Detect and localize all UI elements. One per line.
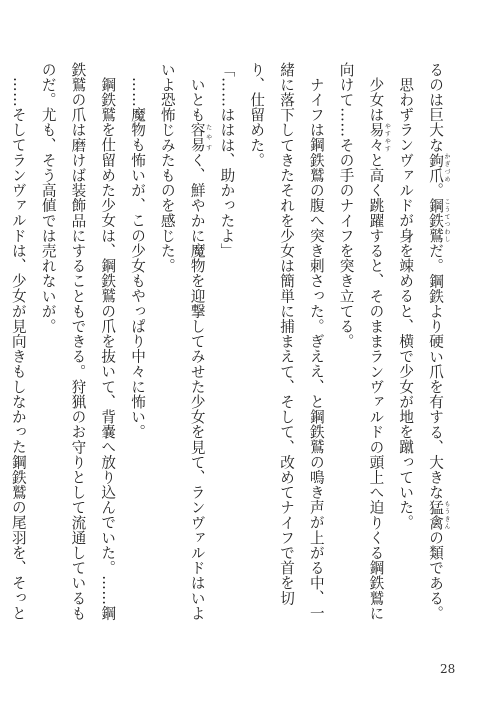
ruby-word	[427, 197, 450, 244]
ruby-reading: たやす	[204, 121, 212, 153]
ruby-word	[427, 499, 450, 531]
paragraph	[241, 62, 330, 622]
text-run: 鋼鉄鷲を仕留めた少女は、鋼鉄鷲の爪を抜いて、背嚢へ放り込んでいた。……鋼鉄鷲の爪は磨けば装飾品にすることもできる。狩猟のお守りとして流通しているものだ。尤も、そう高値では売れないが。	[39, 62, 117, 621]
text-run: いとも	[188, 76, 206, 122]
text-run: 。	[427, 182, 444, 198]
ruby-reading: もうきん	[443, 499, 450, 531]
text-run: 少女は	[367, 76, 385, 122]
ruby-word	[427, 152, 450, 183]
text-run: く、鮮やかに魔物を迎撃してみせた少女を見て、ランヴァルドはいよいよ恐怖じみたものを感じた。	[158, 62, 206, 621]
ruby-word	[188, 121, 212, 153]
paragraph	[390, 62, 420, 622]
vertical-text-body	[9, 62, 450, 622]
text-run: るのは巨大な	[427, 62, 444, 153]
paragraph	[152, 62, 212, 622]
text-run: ……魔物も怖いが、この少女もやっぱり中々に怖い。	[129, 76, 147, 439]
ruby-base: 易々	[367, 121, 385, 153]
text-run: ……そしてランヴァルドは、少女が見向きもしなかった鋼鉄鷲の尾羽を、そっと	[9, 76, 27, 621]
ruby-reading: こうてつわし	[443, 197, 450, 244]
paragraph	[0, 62, 33, 622]
ruby-reading: やすやす	[383, 121, 391, 153]
paragraph	[212, 62, 242, 622]
page-number: 28	[440, 662, 456, 676]
paragraph	[33, 62, 122, 622]
text-run: と高く跳躍すると、そのままランヴァルドの頭上へ迫りくる鋼鉄鷲に向けて……その手のナイフを突き立てる。	[337, 62, 385, 621]
paragraph	[331, 62, 391, 622]
paragraph	[122, 62, 152, 622]
ruby-base: 鋼鉄鷲	[427, 197, 444, 244]
ruby-base: 鉤爪	[427, 152, 444, 183]
text-run: 思わずランヴァルドが身を竦めると、横で少女が地を蹴っていた。	[397, 76, 415, 530]
ruby-base: 猛禽	[427, 499, 444, 531]
text-run: の類である。	[427, 530, 444, 621]
ruby-word	[367, 121, 391, 153]
text-run: だ。鋼鉄より硬い爪を有する、大きな	[427, 243, 444, 500]
ruby-base: 容易	[188, 121, 206, 153]
ruby-reading: かぎづめ	[443, 152, 450, 183]
text-run: 「……ははは、助かったよ」	[218, 62, 236, 259]
text-run: ナイフは鋼鉄鷲の腹へ突き刺さった。ぎええ、と鋼鉄鷲の鳴き声が上がる中、一緒に落下してきたそれを少女は簡単に捕まえて、そして、改めてナイフで首を切り、仕留めた。	[248, 62, 325, 621]
paragraph	[420, 62, 450, 622]
